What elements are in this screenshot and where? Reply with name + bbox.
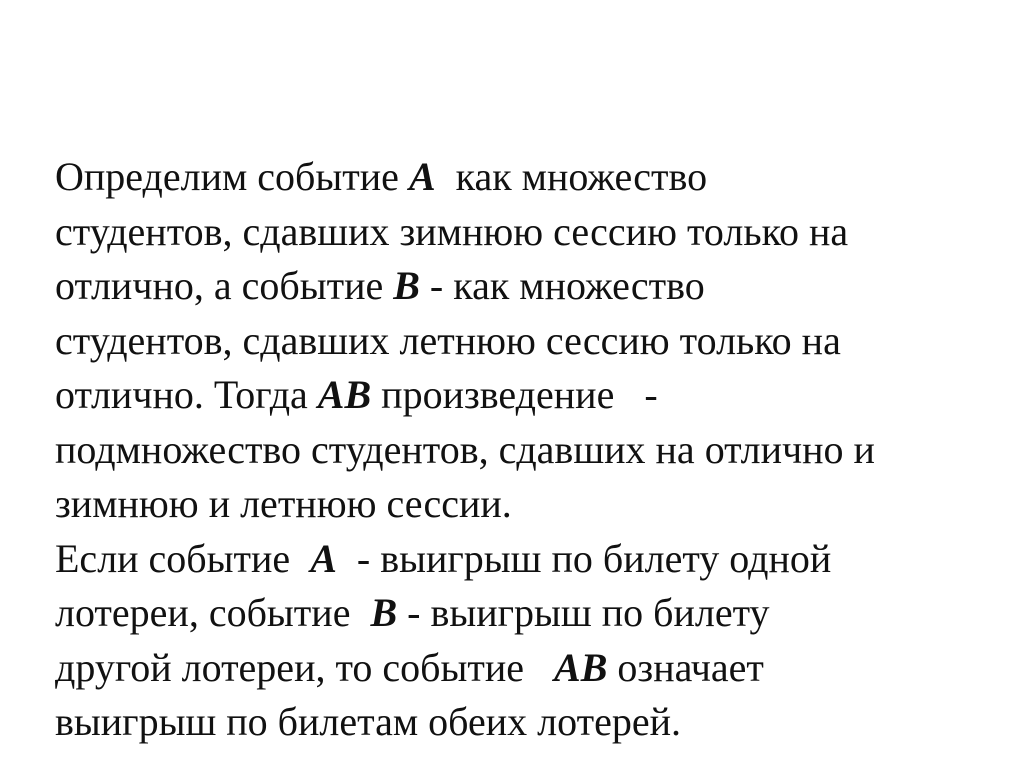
text-line: Определим событие A как множество [55,154,708,199]
text-line: лотереи, событие B - выигрыш по билету [55,590,770,635]
text-line: отлично, а событие B - как множество [55,263,705,308]
event-symbol: B [370,590,398,635]
text-line: отлично. Тогда AB произведение - [55,372,658,417]
text-line: Если событие A - выигрыш по билету одной [55,535,832,581]
event-symbol: AB [554,644,608,690]
slide-text [55,150,1015,750]
text-line: подмножество студентов, сдавших на отлично и [55,426,875,472]
text-line: выигрыш по билетам обеих лотерей. [55,699,681,744]
event-symbol: A [408,154,436,199]
event-symbol: B [393,263,420,308]
text-line: зимнюю и летнюю сессии. [55,481,512,526]
text-line: студентов, сдавших зимнюю сессию только на [55,208,849,254]
text-line: другой лотереи, то событие AB означает [55,644,764,690]
event-symbol: A [310,535,337,581]
text-line: студентов, сдавших летнюю сессию только на [55,317,841,363]
event-symbol: AB [317,372,372,417]
